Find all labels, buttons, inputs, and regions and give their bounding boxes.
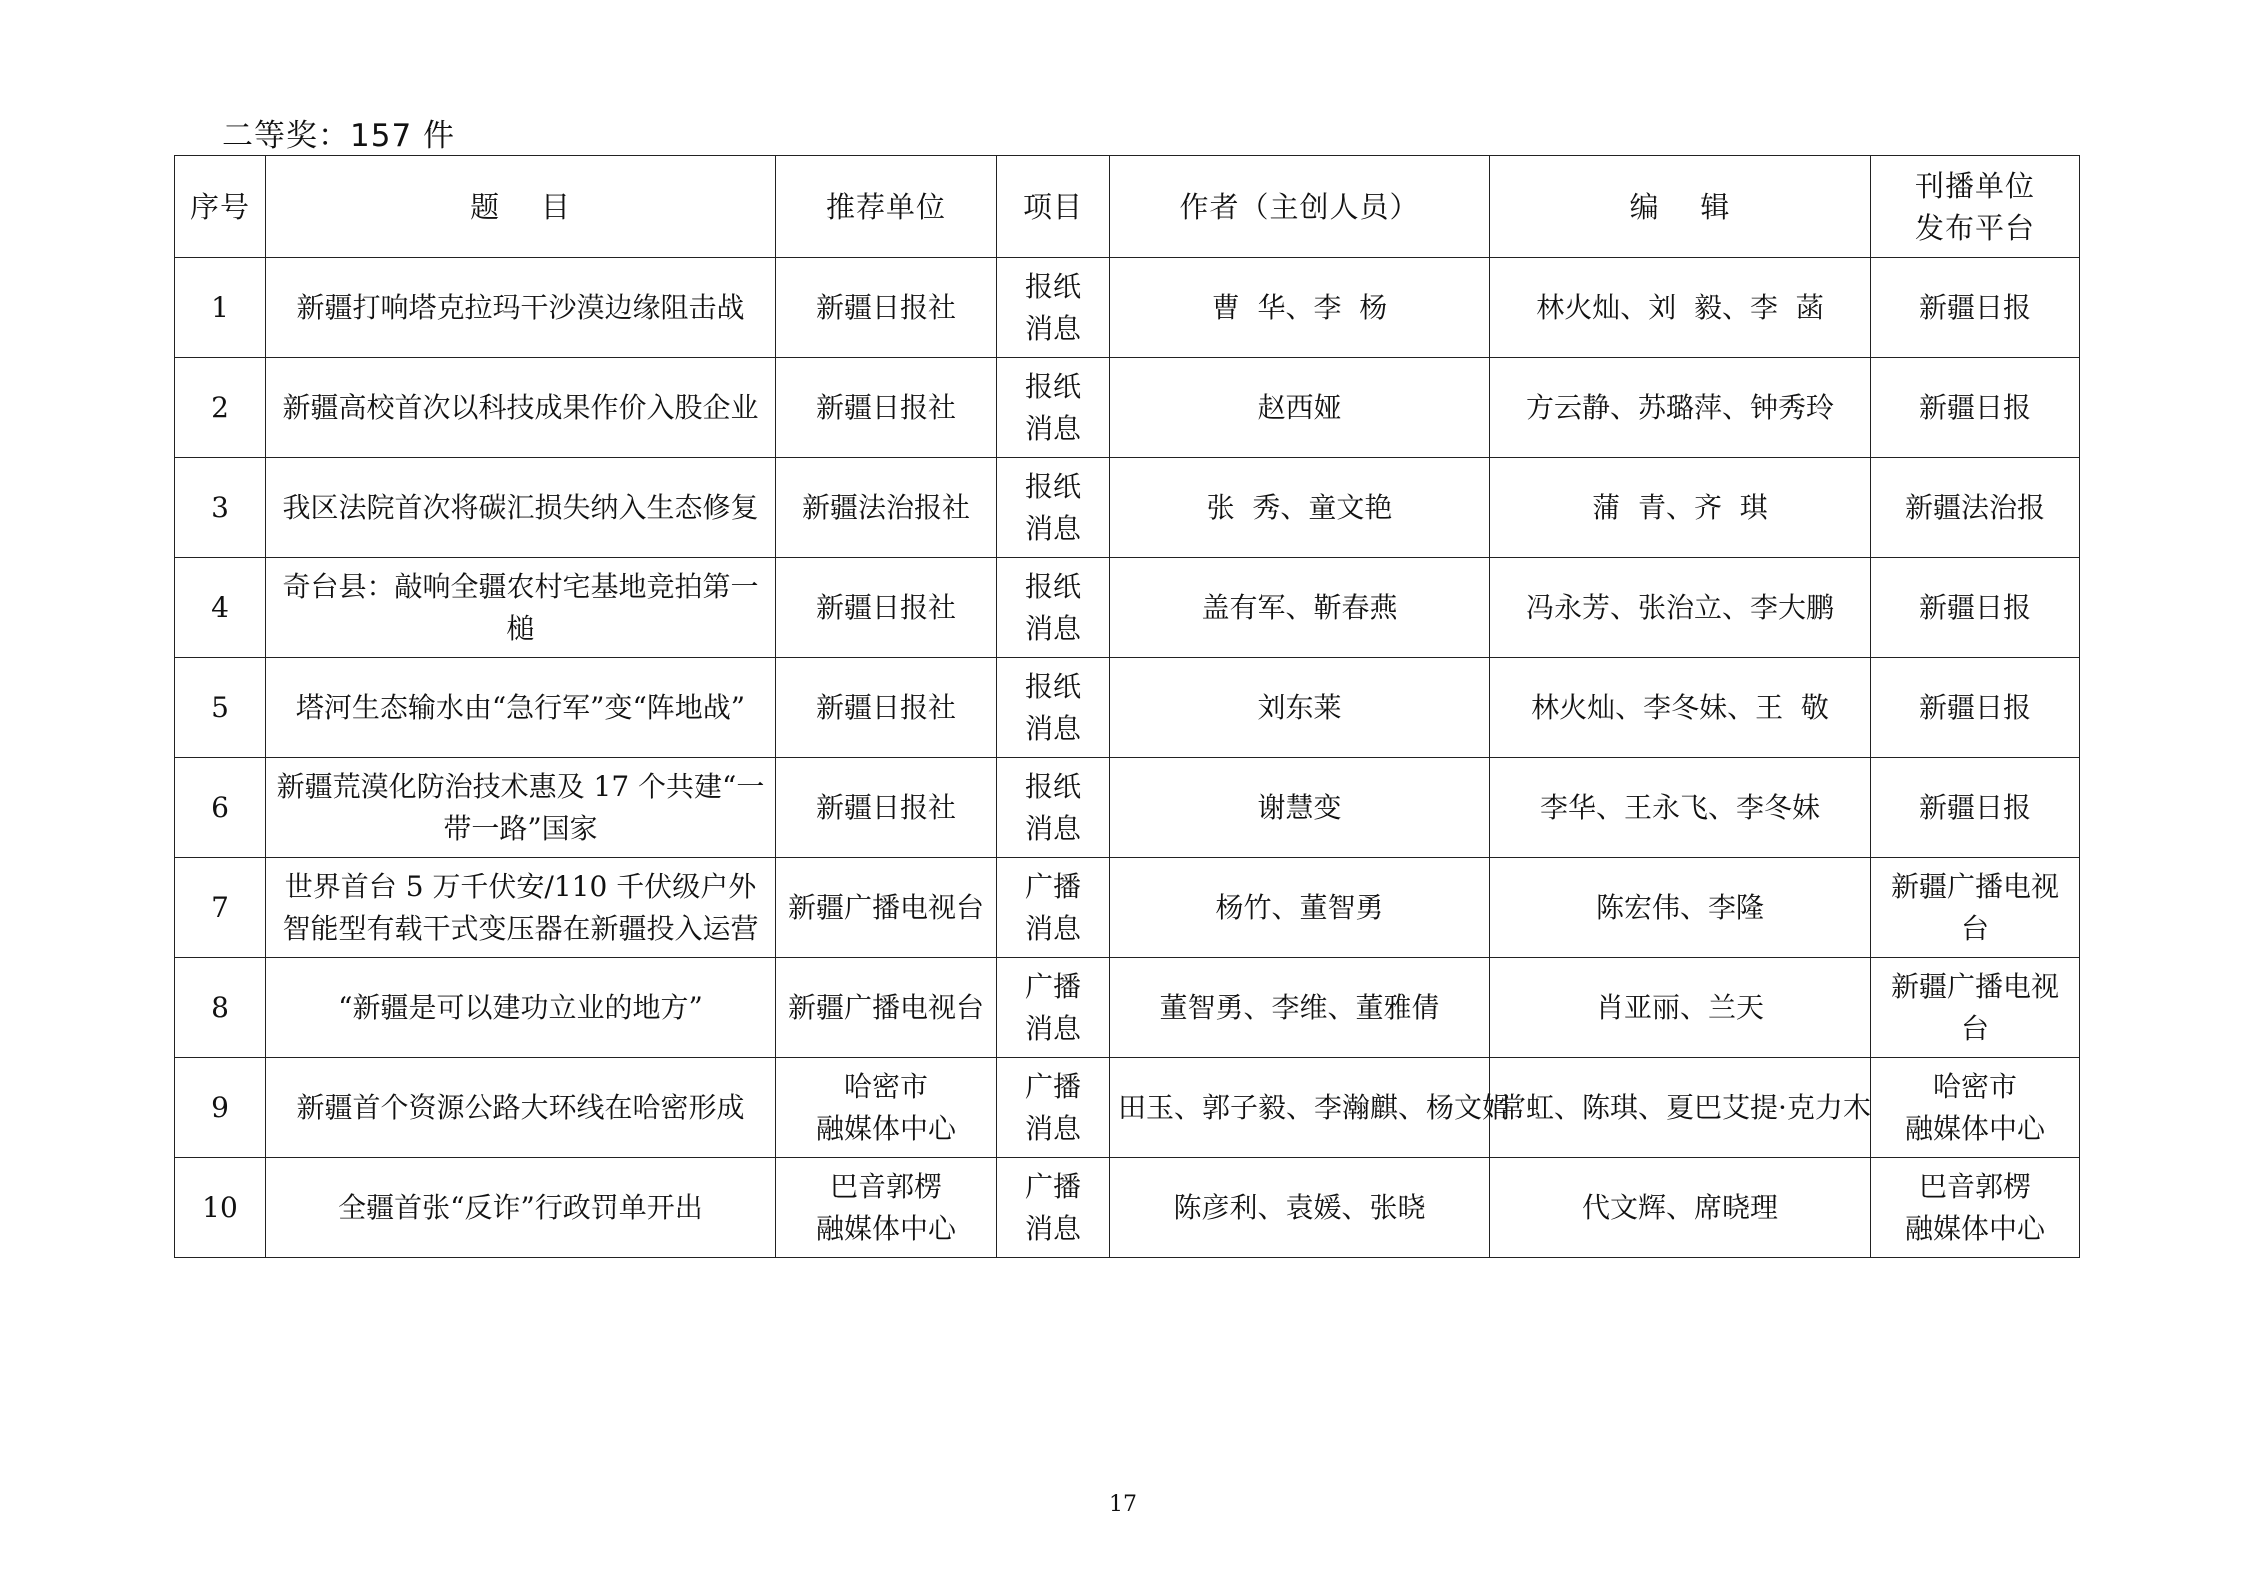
cell-editor: 陈宏伟、李隆 [1490, 858, 1871, 958]
cell-title: 我区法院首次将碳汇损失纳入生态修复 [266, 458, 776, 558]
cell-editor: 林火灿、刘 毅、李 菡 [1490, 258, 1871, 358]
cell-item: 报纸 消息 [997, 758, 1110, 858]
cell-title: 塔河生态输水由“急行军”变“阵地战” [266, 658, 776, 758]
cell-author: 张 秀、童文艳 [1110, 458, 1490, 558]
cell-editor: 肖亚丽、兰天 [1490, 958, 1871, 1058]
cell-item: 广播 消息 [997, 1058, 1110, 1158]
cell-editor: 常虹、陈琪、夏巴艾提·克力木 [1490, 1058, 1871, 1158]
cell-unit: 新疆日报社 [776, 358, 997, 458]
cell-title: 新疆高校首次以科技成果作价入股企业 [266, 358, 776, 458]
header-no: 序号 [175, 156, 266, 258]
cell-author: 曹 华、李 杨 [1110, 258, 1490, 358]
cell-item: 报纸 消息 [997, 258, 1110, 358]
header-title: 题 目 [266, 156, 776, 258]
cell-author: 谢慧变 [1110, 758, 1490, 858]
cell-item: 报纸 消息 [997, 358, 1110, 458]
cell-no: 1 [175, 258, 266, 358]
cell-unit: 新疆法治报社 [776, 458, 997, 558]
cell-title: 奇台县：敲响全疆农村宅基地竞拍第一槌 [266, 558, 776, 658]
cell-platform: 哈密市 融媒体中心 [1871, 1058, 2080, 1158]
cell-editor: 代文辉、席晓理 [1490, 1158, 1871, 1258]
cell-author: 赵西娅 [1110, 358, 1490, 458]
page-number: 17 [1109, 1492, 1137, 1517]
cell-platform: 巴音郭楞 融媒体中心 [1871, 1158, 2080, 1258]
table-row [175, 258, 2080, 358]
table-row [175, 1058, 2080, 1158]
header-unit: 推荐单位 [776, 156, 997, 258]
cell-title: 世界首台 5 万千伏安/110 千伏级户外智能型有载干式变压器在新疆投入运营 [266, 858, 776, 958]
cell-item: 报纸 消息 [997, 558, 1110, 658]
cell-author: 杨竹、董智勇 [1110, 858, 1490, 958]
cell-title: 新疆荒漠化防治技术惠及 17 个共建“一带一路”国家 [266, 758, 776, 858]
cell-unit: 新疆广播电视台 [776, 958, 997, 1058]
cell-no: 4 [175, 558, 266, 658]
table-row [175, 658, 2080, 758]
cell-no: 7 [175, 858, 266, 958]
cell-editor: 方云静、苏璐萍、钟秀玲 [1490, 358, 1871, 458]
cell-title: 新疆首个资源公路大环线在哈密形成 [266, 1058, 776, 1158]
awards-table [174, 155, 2080, 1258]
cell-platform: 新疆日报 [1871, 258, 2080, 358]
section-heading: 二等奖：157 件 [222, 118, 456, 154]
cell-author: 董智勇、李维、董雅倩 [1110, 958, 1490, 1058]
table-row [175, 1158, 2080, 1258]
cell-item: 报纸 消息 [997, 658, 1110, 758]
cell-no: 2 [175, 358, 266, 458]
cell-unit: 新疆日报社 [776, 258, 997, 358]
table-row [175, 558, 2080, 658]
cell-unit: 巴音郭楞 融媒体中心 [776, 1158, 997, 1258]
cell-item: 广播 消息 [997, 958, 1110, 1058]
cell-platform: 新疆广播电视台 [1871, 958, 2080, 1058]
cell-editor: 林火灿、李冬妹、王 敬 [1490, 658, 1871, 758]
cell-unit: 新疆日报社 [776, 758, 997, 858]
cell-no: 5 [175, 658, 266, 758]
cell-no: 3 [175, 458, 266, 558]
cell-author: 田玉、郭子毅、李瀚麒、杨文娟 [1110, 1058, 1490, 1158]
table-row [175, 358, 2080, 458]
table-row [175, 958, 2080, 1058]
cell-no: 8 [175, 958, 266, 1058]
cell-unit: 新疆日报社 [776, 558, 997, 658]
cell-no: 9 [175, 1058, 266, 1158]
header-editor: 编 辑 [1490, 156, 1871, 258]
table-row [175, 858, 2080, 958]
table-row [175, 758, 2080, 858]
cell-platform: 新疆日报 [1871, 758, 2080, 858]
cell-author: 刘东莱 [1110, 658, 1490, 758]
cell-title: “新疆是可以建功立业的地方” [266, 958, 776, 1058]
cell-author: 陈彦利、袁媛、张晓 [1110, 1158, 1490, 1258]
cell-item: 广播 消息 [997, 858, 1110, 958]
cell-no: 10 [175, 1158, 266, 1258]
cell-platform: 新疆日报 [1871, 558, 2080, 658]
table-row [175, 458, 2080, 558]
cell-platform: 新疆法治报 [1871, 458, 2080, 558]
cell-item: 报纸 消息 [997, 458, 1110, 558]
cell-no: 6 [175, 758, 266, 858]
cell-platform: 新疆日报 [1871, 358, 2080, 458]
cell-author: 盖有军、靳春燕 [1110, 558, 1490, 658]
cell-unit: 新疆广播电视台 [776, 858, 997, 958]
cell-title: 全疆首张“反诈”行政罚单开出 [266, 1158, 776, 1258]
cell-unit: 新疆日报社 [776, 658, 997, 758]
header-author: 作者（主创人员） [1110, 156, 1490, 258]
header-item: 项目 [997, 156, 1110, 258]
header-platform: 刊播单位 发布平台 [1871, 156, 2080, 258]
cell-platform: 新疆日报 [1871, 658, 2080, 758]
cell-platform: 新疆广播电视台 [1871, 858, 2080, 958]
cell-unit: 哈密市 融媒体中心 [776, 1058, 997, 1158]
table-header-row [175, 156, 2080, 258]
cell-title: 新疆打响塔克拉玛干沙漠边缘阻击战 [266, 258, 776, 358]
cell-editor: 李华、王永飞、李冬妹 [1490, 758, 1871, 858]
cell-item: 广播 消息 [997, 1158, 1110, 1258]
cell-editor: 蒲 青、齐 琪 [1490, 458, 1871, 558]
cell-editor: 冯永芳、张治立、李大鹏 [1490, 558, 1871, 658]
